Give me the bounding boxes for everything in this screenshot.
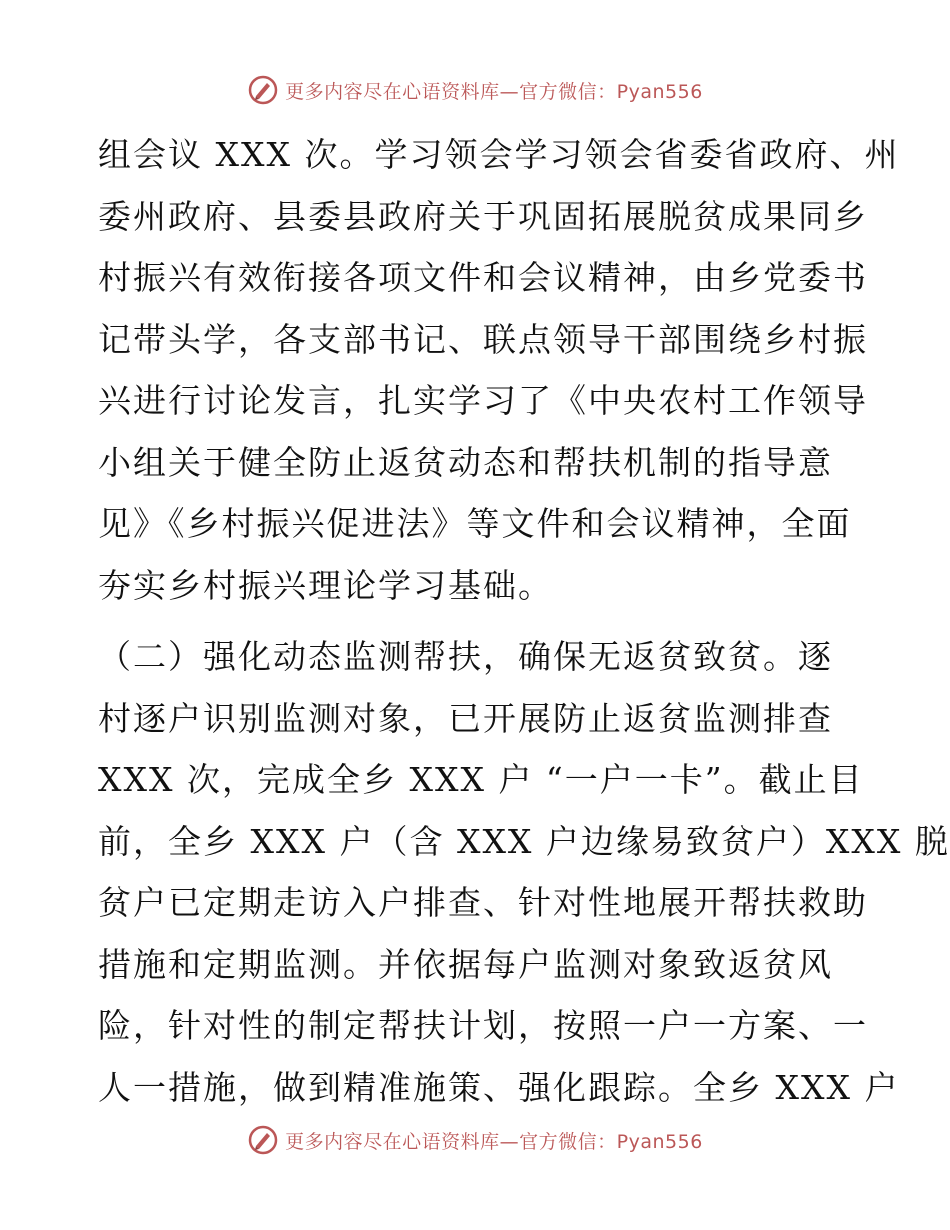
document-body [98, 124, 950, 1118]
paragraph-2 [98, 626, 950, 1118]
text-line: 村振兴有效衔接各项文件和会议精神，由乡党委书 [98, 258, 868, 297]
text-line: XXX 次，完成全乡 XXX 户 “一户一卡”。截止目 [98, 760, 864, 799]
text-line: 人一措施，做到精准施策、强化跟踪。全乡 XXX 户 [98, 1067, 900, 1107]
text-line: 险，针对性的制定帮扶计划，按照一户一方案、一 [98, 1006, 868, 1045]
text-line: （二）强化动态监测帮扶，确保无返贫致贫。逐 [98, 637, 833, 676]
watermark-text [285, 1127, 703, 1154]
text-line: 兴进行讨论发言，扎实学习了《中央农村工作领导 [98, 381, 868, 420]
text-line: 贫户已定期走访入户排查、针对性地展开帮扶救助 [98, 883, 868, 922]
text-line: 委州政府、县委县政府关于巩固拓展脱贫成果同乡 [98, 196, 868, 236]
text-line: 见》《乡村振兴促进法》等文件和会议精神，全面 [98, 504, 852, 543]
pen-logo-icon [247, 1124, 279, 1156]
watermark-header [0, 70, 950, 110]
text-line: 小组关于健全防止返贫动态和帮扶机制的指导意 [98, 442, 833, 482]
watermark-handle: Pyan556 [616, 1130, 703, 1153]
watermark-handle: Pyan556 [616, 80, 703, 103]
text-line: 记带头学，各支部书记、联点领导干部围绕乡村振 [98, 319, 868, 359]
pen-logo-icon [247, 74, 279, 106]
text-line: 夯实乡村振兴理论学习基础。 [98, 565, 553, 605]
paragraph-spacer [98, 616, 858, 626]
text-line: 组会议 XXX 次。学习领会学习领会省委省政府、州 [98, 135, 900, 174]
watermark-footer [0, 1120, 950, 1160]
text-line: 村逐户识别监测对象，已开展防止返贫监测排查 [98, 698, 833, 738]
text-line: 前，全乡 XXX 户（含 XXX 户边缘易致贫户）XXX 脱 [98, 821, 950, 861]
paragraph-1 [98, 124, 900, 616]
watermark-label: 更多内容尽在心语资料库—官方微信： [285, 1130, 617, 1153]
text-line: 措施和定期监测。并依据每户监测对象致返贫风 [98, 944, 833, 984]
watermark-text [285, 77, 703, 104]
watermark-label: 更多内容尽在心语资料库—官方微信： [285, 80, 617, 103]
